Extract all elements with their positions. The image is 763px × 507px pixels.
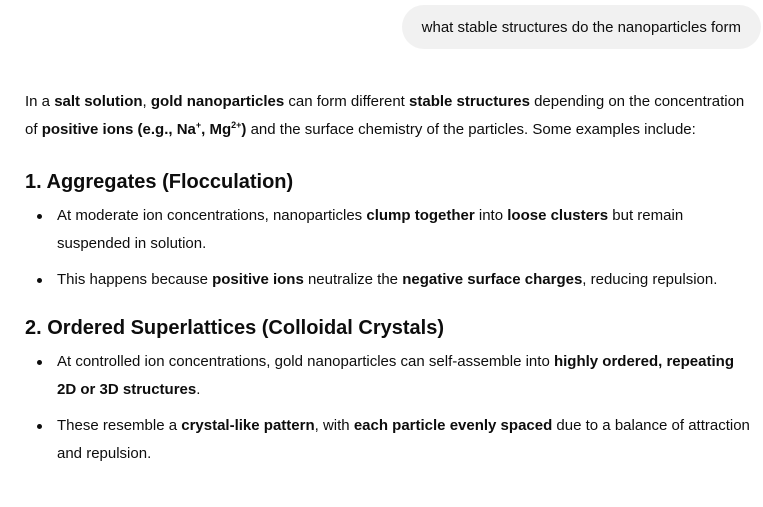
bullet-list-aggregates — [25, 202, 750, 294]
bullet-text: , with — [314, 417, 354, 434]
list-item[interactable] — [25, 202, 750, 258]
intro-bold-4 — [42, 121, 247, 138]
bullet-text: At moderate ion concentrations, nanoparticles — [57, 207, 367, 224]
user-message-bubble — [402, 5, 761, 49]
intro-text-1: In a — [25, 93, 55, 110]
bullet-bold: each particle evenly spaced — [353, 417, 553, 434]
list-item[interactable] — [25, 412, 750, 468]
intro-text-5: and the surface chemistry of the particles. Some examples include: — [246, 121, 696, 138]
intro-text-4: depending on the concentration of — [25, 93, 745, 138]
section-heading-superlattices: 2. Ordered Superlattices (Colloidal Crystals) — [25, 317, 445, 339]
bullet-text: into — [474, 207, 508, 224]
intro-paragraph[interactable] — [25, 88, 750, 144]
bullet-bold: positive ions — [212, 271, 304, 288]
assistant-response — [25, 88, 750, 476]
bullet-text: At controlled ion concentrations, gold nanoparticles can self-assemble into — [57, 353, 554, 370]
intro-text-3: can form different — [284, 93, 410, 110]
intro-bold-2: gold nanoparticles — [150, 93, 285, 110]
intro-sup-2: 2+ — [231, 120, 242, 130]
intro-bold-3: stable structures — [409, 93, 530, 110]
bullet-list-superlattices — [25, 348, 750, 468]
list-item[interactable] — [25, 266, 750, 294]
bullet-bold: clump together — [366, 207, 475, 224]
bullet-text: neutralize the — [303, 271, 403, 288]
intro-bold-4a: positive ions (e.g., Na — [41, 121, 196, 138]
bullet-text: . — [196, 381, 201, 398]
bullet-text: but remain suspended in solution. — [57, 207, 684, 252]
bullet-bold: crystal-like pattern — [181, 417, 315, 434]
section-heading-aggregates: 1. Aggregates (Flocculation) — [25, 171, 294, 193]
bullet-bold: loose clusters — [507, 207, 609, 224]
bullet-text: This happens because — [57, 271, 213, 288]
intro-bold-4c: ) — [241, 121, 247, 138]
list-item[interactable] — [25, 348, 750, 404]
bullet-bold: highly ordered, repeating 2D or 3D structures — [57, 353, 734, 398]
intro-sup-1: + — [195, 120, 202, 130]
bullet-text: due to a balance of attraction and repulsion. — [57, 417, 750, 462]
bullet-text: , reducing repulsion. — [582, 271, 718, 288]
intro-bold-1: salt solution — [54, 93, 143, 110]
user-message-text: what stable structures do the nanoparticles form — [421, 18, 741, 36]
intro-bold-4b: , Mg — [201, 121, 232, 138]
bullet-bold: negative surface charges — [402, 271, 583, 288]
bullet-text: These resemble a — [57, 417, 182, 434]
intro-text-2: , — [142, 93, 151, 110]
